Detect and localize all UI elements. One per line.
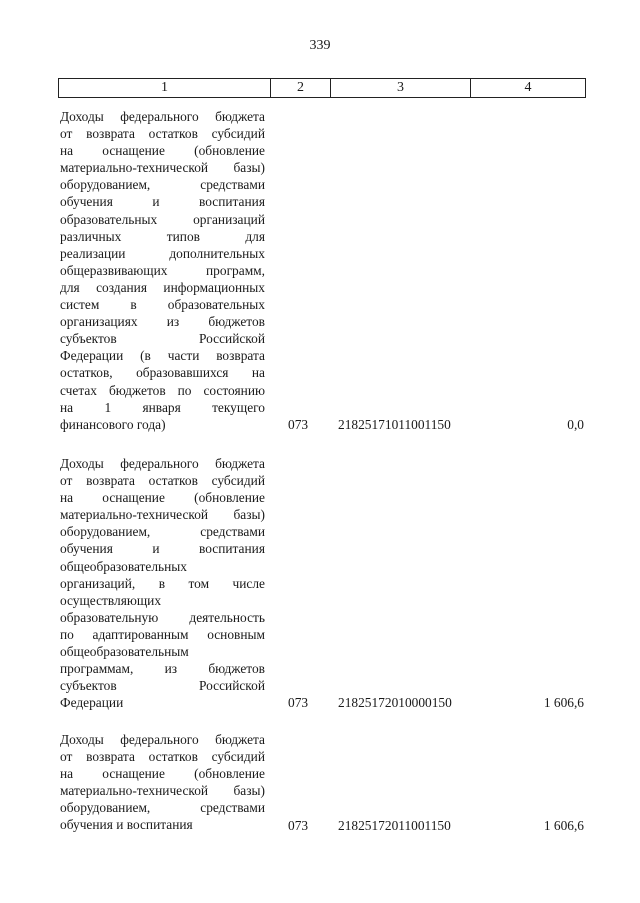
description-line: организаций, в том числе: [60, 575, 265, 591]
description-line: организациях из бюджетов: [60, 314, 265, 330]
description-line: для создания информационных: [60, 279, 265, 295]
description-line: оборудованием, средствами: [60, 177, 265, 193]
description-line: общеобразовательным: [60, 644, 189, 660]
description-line: материально-технической базы): [60, 783, 265, 799]
description-line: реализации дополнительных: [60, 245, 265, 261]
description-line: осуществляющих: [60, 592, 162, 608]
description-line: Федерации: [60, 695, 124, 711]
description-line: на оснащение (обновление: [60, 143, 265, 159]
row-description: [60, 108, 265, 433]
income-code-cell: 21825172010000150: [338, 695, 452, 711]
column-header-3: 3: [331, 79, 471, 97]
description-line: материально-технической базы): [60, 160, 265, 176]
row-description: [60, 731, 265, 834]
description-line: финансового года): [60, 416, 166, 432]
description-line: Федерации (в части возврата: [60, 348, 265, 364]
page-number: 339: [309, 38, 331, 53]
description-line: оборудованием, средствами: [60, 524, 265, 540]
description-line: Доходы федерального бюджета: [60, 109, 265, 124]
description-line: образовательную деятельность: [60, 609, 265, 625]
description-line: программам, из бюджетов: [60, 661, 265, 677]
column-header-row: [58, 78, 586, 98]
amount-cell: 0,0: [567, 416, 584, 432]
description-line: обучения и воспитания: [60, 817, 193, 833]
description-line: различных типов для: [60, 228, 265, 244]
description-line: по адаптированным основным: [60, 626, 265, 642]
admin-code-cell: 073: [288, 817, 309, 833]
amount-cell: 1 606,6: [543, 817, 584, 833]
admin-code-cell: 073: [288, 695, 309, 711]
description-line: субъектов Российской: [60, 678, 265, 694]
description-line: образовательных организаций: [60, 211, 265, 227]
description-line: обучения и воспитания: [60, 541, 265, 557]
admin-code-cell: 073: [288, 416, 309, 432]
description-line: Доходы федерального бюджета: [60, 456, 265, 471]
column-header-2: 2: [271, 79, 331, 97]
description-line: на оснащение (обновление: [60, 766, 265, 782]
column-header-4: 4: [524, 80, 532, 95]
description-line: от возврата остатков субсидий: [60, 749, 265, 765]
description-line: на оснащение (обновление: [60, 490, 265, 506]
description-line: материально-технической базы): [60, 507, 265, 523]
income-code-cell: 21825172011001150: [338, 817, 451, 833]
description-line: на 1 января текущего: [60, 399, 265, 415]
row-description: [60, 455, 265, 711]
description-line: остатков, образовавшихся на: [60, 365, 265, 381]
description-line: обучения и воспитания: [60, 194, 265, 210]
description-line: субъектов Российской: [60, 331, 265, 347]
description-line: систем в образовательных: [60, 297, 265, 313]
description-line: общеразвивающих программ,: [60, 262, 265, 278]
description-line: счетах бюджетов по состоянию: [60, 382, 265, 398]
amount-cell: 1 606,6: [543, 695, 584, 711]
income-code-cell: 21825171011001150: [338, 416, 451, 432]
description-line: от возврата остатков субсидий: [60, 126, 265, 142]
description-line: оборудованием, средствами: [60, 800, 265, 816]
description-line: Доходы федерального бюджета: [60, 732, 265, 747]
column-header-1: 1: [59, 79, 271, 97]
description-line: общеобразовательных: [60, 558, 188, 574]
description-line: от возврата остатков субсидий: [60, 473, 265, 489]
